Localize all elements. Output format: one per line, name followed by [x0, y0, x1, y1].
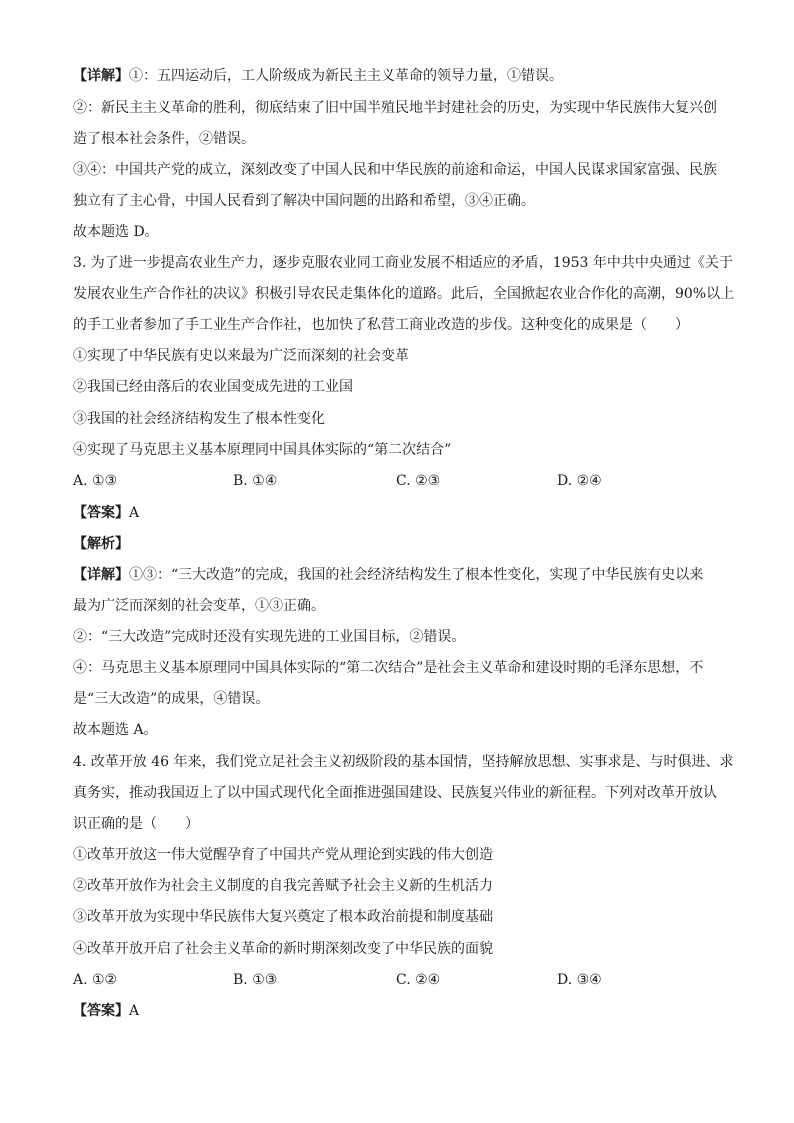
q3-option-d: D. ②④ [557, 473, 602, 489]
q4-stem-line-3: 识正确的是（ ） [73, 816, 199, 832]
q4-stem-line-2: 真务实，推动我国迈上了以中国式现代化全面推进强国建设、民族复兴伟业的新征程。下列对改革开放认 [73, 785, 717, 801]
q4-option-a: A. ①② [73, 972, 118, 988]
detail-tag: 【详解】 [73, 68, 129, 84]
q4-answer [73, 1001, 733, 1021]
q3-detail-line-2: 最为广泛而深刻的社会变革，①③正确。 [73, 598, 325, 614]
q3-item-2: ②我国已经由落后的农业国变成先进的工业国 [73, 379, 353, 395]
answer-value: A [129, 505, 140, 521]
detail-line-1: 【详解】①：五四运动后，工人阶级成为新民主主义革命的领导力量，①错误。 [73, 68, 563, 84]
q3-option-b: B. ①④ [233, 473, 278, 489]
q3-item-3: ③我国的社会经济结构发生了根本性变化 [73, 411, 325, 427]
q3-analysis [73, 534, 733, 554]
q3-stem-line-2: 发展农业生产合作社的决议》积极引导农民走集体化的道路。此后，全国掀起农业合作化的高潮，90%以上 [73, 286, 735, 302]
q4-item-3: ③改革开放为实现中华民族伟大复兴奠定了根本政治前提和制度基础 [73, 909, 493, 925]
detail-line-5: 独立有了主心骨，中国人民看到了解决中国问题的出路和希望，③④正确。 [73, 193, 535, 209]
detail-line-4: ③④：中国共产党的成立，深刻改变了中国人民和中华民族的前途和命运，中国人民谋求国家富强、民族 [73, 162, 717, 178]
detail-line-6: 故本题选 D。 [73, 224, 159, 240]
q3-item-1: ①实现了中华民族有史以来最为广泛而深刻的社会变革 [73, 348, 409, 364]
q3-answer [73, 503, 733, 523]
q4-item-1: ①改革开放这一伟大觉醒孕育了中国共产党从理论到实践的伟大创造 [73, 847, 493, 863]
q3-stem-line-3: 的手工业者参加了手工业生产合作社，也加快了私营工商业改造的步伐。这种变化的成果是（ ） [73, 317, 689, 333]
answer-tag: 【答案】 [73, 505, 129, 521]
q4-item-2: ②改革开放作为社会主义制度的自我完善赋予社会主义新的生机活力 [73, 878, 493, 894]
q3-stem-line-1: 3. 为了进一步提高农业生产力，逐步克服农业同工商业发展不相适应的矛盾，1953 年中共中央通过《关于 [73, 255, 733, 271]
q3-detail-line-5: 是“三大改造”的成果，④错误。 [73, 691, 270, 707]
q4-option-c: C. ②④ [396, 972, 441, 988]
detail-tag: 【详解】 [73, 567, 129, 583]
q4-option-b: B. ①③ [233, 972, 278, 988]
q3-option-c: C. ②③ [396, 473, 441, 489]
q3-detail-line-4: ④：马克思主义基本原理同中国具体实际的“第二次结合”是社会主义革命和建设时期的毛泽东思想，不 [73, 660, 704, 676]
q3-option-a: A. ①③ [73, 473, 118, 489]
detail-line-2: ②：新民主主义革命的胜利，彻底结束了旧中国半殖民地半封建社会的历史，为实现中华民族伟大复兴创 [73, 100, 717, 116]
q4-option-d: D. ③④ [557, 972, 602, 988]
analysis-tag: 【解析】 [73, 536, 129, 552]
detail-line-3: 造了根本社会条件，②错误。 [73, 131, 255, 147]
answer-value: A [129, 1003, 140, 1019]
q4-item-4: ④改革开放开启了社会主义革命的新时期深刻改变了中华民族的面貌 [73, 941, 493, 957]
q4-stem-line-1: 4. 改革开放 46 年来，我们党立足社会主义初级阶段的基本国情，坚持解放思想、实事求是、与时俱进、求 [73, 754, 734, 770]
q3-detail-line-1: 【详解】①③：“三大改造”的完成，我国的社会经济结构发生了根本性变化，实现了中华民族有史以来 [73, 567, 704, 583]
q3-detail-line-6: 故本题选 A。 [73, 722, 158, 738]
q3-detail-line-3: ②：“三大改造”完成时还没有实现先进的工业国目标，②错误。 [73, 629, 466, 645]
answer-tag: 【答案】 [73, 1003, 129, 1019]
q3-item-4: ④实现了马克思主义基本原理同中国具体实际的“第二次结合” [73, 442, 452, 458]
